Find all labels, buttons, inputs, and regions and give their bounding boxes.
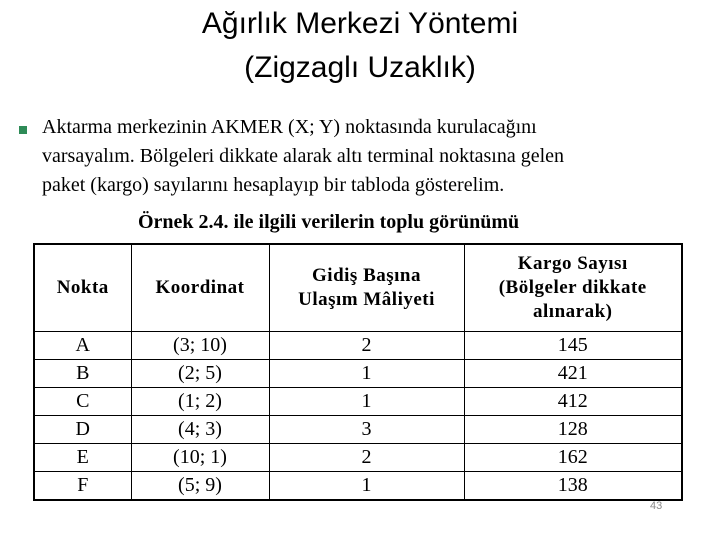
data-table xyxy=(33,243,683,501)
header-nokta: Nokta xyxy=(34,244,131,332)
header-koordinat: Koordinat xyxy=(131,244,269,332)
table-row xyxy=(34,360,682,388)
table-row xyxy=(34,388,682,416)
cell-kargo: 412 xyxy=(464,388,682,416)
cell-maliyet: 1 xyxy=(269,388,464,416)
table-row xyxy=(34,332,682,360)
cell-maliyet: 2 xyxy=(269,332,464,360)
cell-nokta: B xyxy=(34,360,131,388)
paragraph-line-2: varsayalım. Bölgeleri dikkate alarak altı terminal noktasına gelen xyxy=(42,145,565,167)
cell-koordinat: (10; 1) xyxy=(131,444,269,472)
cell-koordinat: (5; 9) xyxy=(131,472,269,501)
cell-kargo: 138 xyxy=(464,472,682,501)
table-header-row xyxy=(34,244,682,332)
header-maliyet: Gidiş Başına Ulaşım Mâliyeti xyxy=(269,244,464,332)
cell-koordinat: (1; 2) xyxy=(131,388,269,416)
cell-kargo: 421 xyxy=(464,360,682,388)
body-paragraph xyxy=(42,113,682,200)
title-line-1: Ağırlık Merkezi Yöntemi xyxy=(201,7,519,40)
cell-nokta: D xyxy=(34,416,131,444)
cell-nokta: A xyxy=(34,332,131,360)
page-number: 43 xyxy=(650,500,663,512)
cell-koordinat: (3; 10) xyxy=(131,332,269,360)
cell-maliyet: 1 xyxy=(269,472,464,501)
cell-koordinat: (4; 3) xyxy=(131,416,269,444)
cell-koordinat: (2; 5) xyxy=(131,360,269,388)
table-caption: Örnek 2.4. ile ilgili verilerin toplu görünümü xyxy=(138,211,520,233)
cell-kargo: 162 xyxy=(464,444,682,472)
title-line-2: (Zigzaglı Uzaklık) xyxy=(244,51,476,84)
cell-nokta: F xyxy=(34,472,131,501)
cell-maliyet: 2 xyxy=(269,444,464,472)
cell-maliyet: 3 xyxy=(269,416,464,444)
cell-kargo: 145 xyxy=(464,332,682,360)
table-row xyxy=(34,472,682,501)
slide-title xyxy=(0,2,720,90)
table-row xyxy=(34,444,682,472)
table-row xyxy=(34,416,682,444)
bullet-square-icon xyxy=(19,126,27,134)
cell-nokta: E xyxy=(34,444,131,472)
cell-nokta: C xyxy=(34,388,131,416)
cell-kargo: 128 xyxy=(464,416,682,444)
paragraph-line-1: Aktarma merkezinin AKMER (X; Y) noktasında kurulacağını xyxy=(42,116,537,138)
header-kargo-sayisi: Kargo Sayısı (Bölgeler dikkate alınarak) xyxy=(464,244,682,332)
cell-maliyet: 1 xyxy=(269,360,464,388)
paragraph-line-3: paket (kargo) sayılarını hesaplayıp bir tabloda gösterelim. xyxy=(42,174,505,196)
